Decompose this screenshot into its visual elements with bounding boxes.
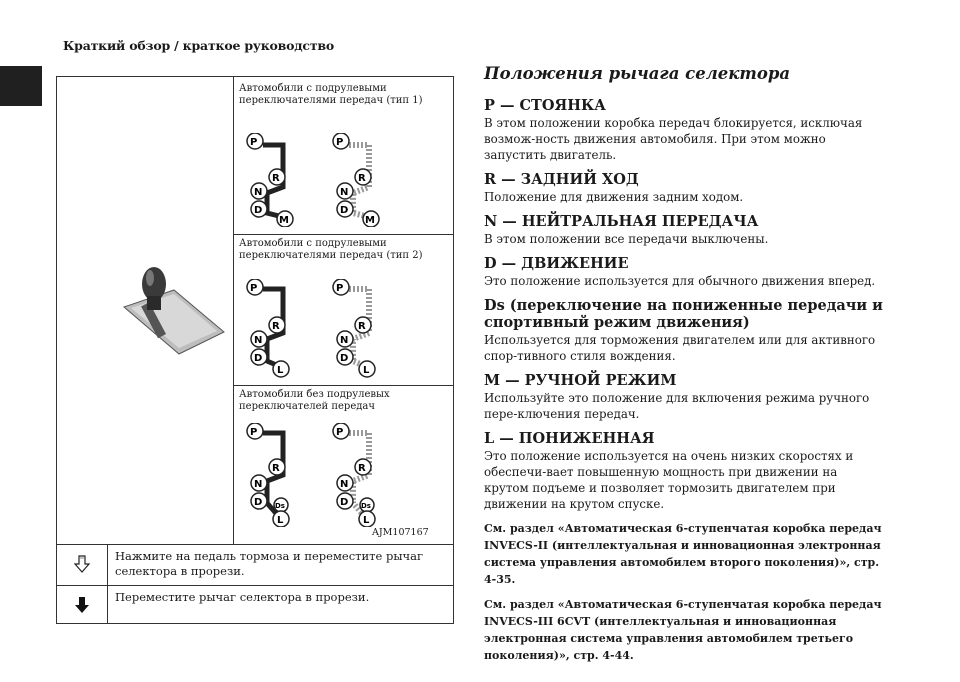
- svg-text:P: P: [250, 137, 258, 148]
- mode-heading-p: P — СТОЯНКА: [484, 97, 606, 114]
- content-column: [484, 60, 884, 664]
- svg-text:N: N: [340, 479, 349, 490]
- svg-text:M: M: [279, 215, 289, 226]
- svg-text:R: R: [272, 173, 280, 184]
- mode-description-p: В этом положении коробка передач блокируется, исключая возмож-ность движения автомобиля. При этом можно запустить двигатель.: [484, 116, 863, 162]
- page-header: Краткий обзор / краткое руководство: [63, 38, 334, 53]
- mode-heading-m: M — РУЧНОЙ РЕЖИМ: [484, 372, 677, 389]
- gate-diagram-type2-outline: [327, 279, 397, 379]
- mode-heading-n: N — НЕЙТРАЛЬНАЯ ПЕРЕДАЧА: [484, 213, 759, 230]
- gear-lever-illustration: [119, 262, 229, 362]
- figure-caption-type1: Автомобили с подрулевыми переключателями передач (тип 1): [239, 83, 423, 106]
- mode-description-ds: Используется для торможения двигателем или для активного спор-тивного стиля вождения.: [484, 333, 876, 363]
- instruction-text: Нажмите на педаль тормоза и переместите рычаг селектора в прорези.: [115, 549, 424, 578]
- svg-text:R: R: [358, 321, 366, 332]
- gear-selector-figure: [56, 76, 454, 624]
- svg-text:Ds: Ds: [361, 502, 371, 510]
- svg-text:R: R: [272, 463, 280, 474]
- figure-code: AJM107167: [372, 527, 429, 538]
- instruction-text: Переместите рычаг селектора в прорези.: [115, 590, 370, 604]
- mode-heading-d: D — ДВИЖЕНИЕ: [484, 255, 629, 272]
- svg-text:D: D: [254, 497, 263, 508]
- solid-arrow-icon: [57, 586, 108, 623]
- gate-diagram-type3-outline: [327, 423, 397, 527]
- svg-text:M: M: [365, 215, 375, 226]
- cross-reference: См. раздел «Автоматическая 6-ступенчатая коробка передач INVECS-II (интеллектуальная и инновационная электронная система управления автомобилем второго поколения)», стр. 4-35.: [484, 522, 882, 586]
- svg-text:N: N: [340, 187, 349, 198]
- svg-text:P: P: [336, 283, 344, 294]
- mode-description-d: Это положение используется для обычного движения вперед.: [484, 274, 876, 288]
- gate-diagram-type1-solid: [241, 133, 311, 227]
- figure-caption-type2: Автомобили с подрулевыми переключателями передач (тип 2): [239, 238, 423, 261]
- svg-text:P: P: [336, 427, 344, 438]
- outline-arrow-icon: [57, 545, 108, 585]
- figure-caption-type3: Автомобили без подрулевых переключателей передач: [239, 389, 390, 412]
- mode-heading-l: L — ПОНИЖЕННАЯ: [484, 430, 655, 447]
- svg-text:P: P: [336, 137, 344, 148]
- figure-divider: [233, 77, 234, 544]
- section-tab-marker: [0, 66, 42, 106]
- svg-text:N: N: [340, 335, 349, 346]
- svg-text:L: L: [363, 365, 370, 376]
- svg-text:R: R: [272, 321, 280, 332]
- mode-heading-ds: Ds (переключение на пониженные передачи и спортивный режим движения): [484, 297, 883, 331]
- svg-text:R: R: [358, 463, 366, 474]
- figure-divider: [233, 385, 453, 386]
- gate-diagram-type3-solid: [241, 423, 311, 527]
- mode-description-m: Используйте это положение для включения режима ручного пере-ключения передач.: [484, 391, 870, 421]
- svg-text:L: L: [277, 515, 284, 526]
- svg-text:R: R: [358, 173, 366, 184]
- svg-text:L: L: [277, 365, 284, 376]
- gate-diagram-type1-outline: [327, 133, 397, 227]
- svg-text:D: D: [340, 497, 349, 508]
- svg-text:N: N: [254, 479, 263, 490]
- svg-text:P: P: [250, 283, 258, 294]
- figure-divider: [233, 234, 453, 235]
- gate-diagram-type2-solid: [241, 279, 311, 379]
- svg-text:N: N: [254, 335, 263, 346]
- mode-description-r: Положение для движения задним ходом.: [484, 190, 744, 204]
- svg-text:L: L: [363, 515, 370, 526]
- mode-heading-r: R — ЗАДНИЙ ХОД: [484, 171, 639, 188]
- svg-text:D: D: [340, 353, 349, 364]
- svg-text:D: D: [254, 353, 263, 364]
- svg-text:D: D: [254, 205, 263, 216]
- instruction-row: [57, 545, 453, 585]
- section-title: Положения рычага селектора: [484, 64, 791, 83]
- svg-text:D: D: [340, 205, 349, 216]
- instruction-row: [57, 586, 453, 623]
- mode-description-l: Это положение используется на очень низких скоростях и обеспечи-вает повышенную мощность при движении на крутом подъеме и позволяет тормозить двигателем при движении на крутом спуске.: [484, 449, 854, 511]
- svg-text:Ds: Ds: [275, 502, 285, 510]
- svg-text:N: N: [254, 187, 263, 198]
- svg-text:P: P: [250, 427, 258, 438]
- cross-reference: См. раздел «Автоматическая 6-ступенчатая коробка передач INVECS-III 6CVT (интеллектуальная и инновационная электронная система управления автомобилем третьего поколения)», стр. 4-44.: [484, 598, 882, 662]
- mode-description-n: В этом положении все передачи выключены.: [484, 232, 769, 246]
